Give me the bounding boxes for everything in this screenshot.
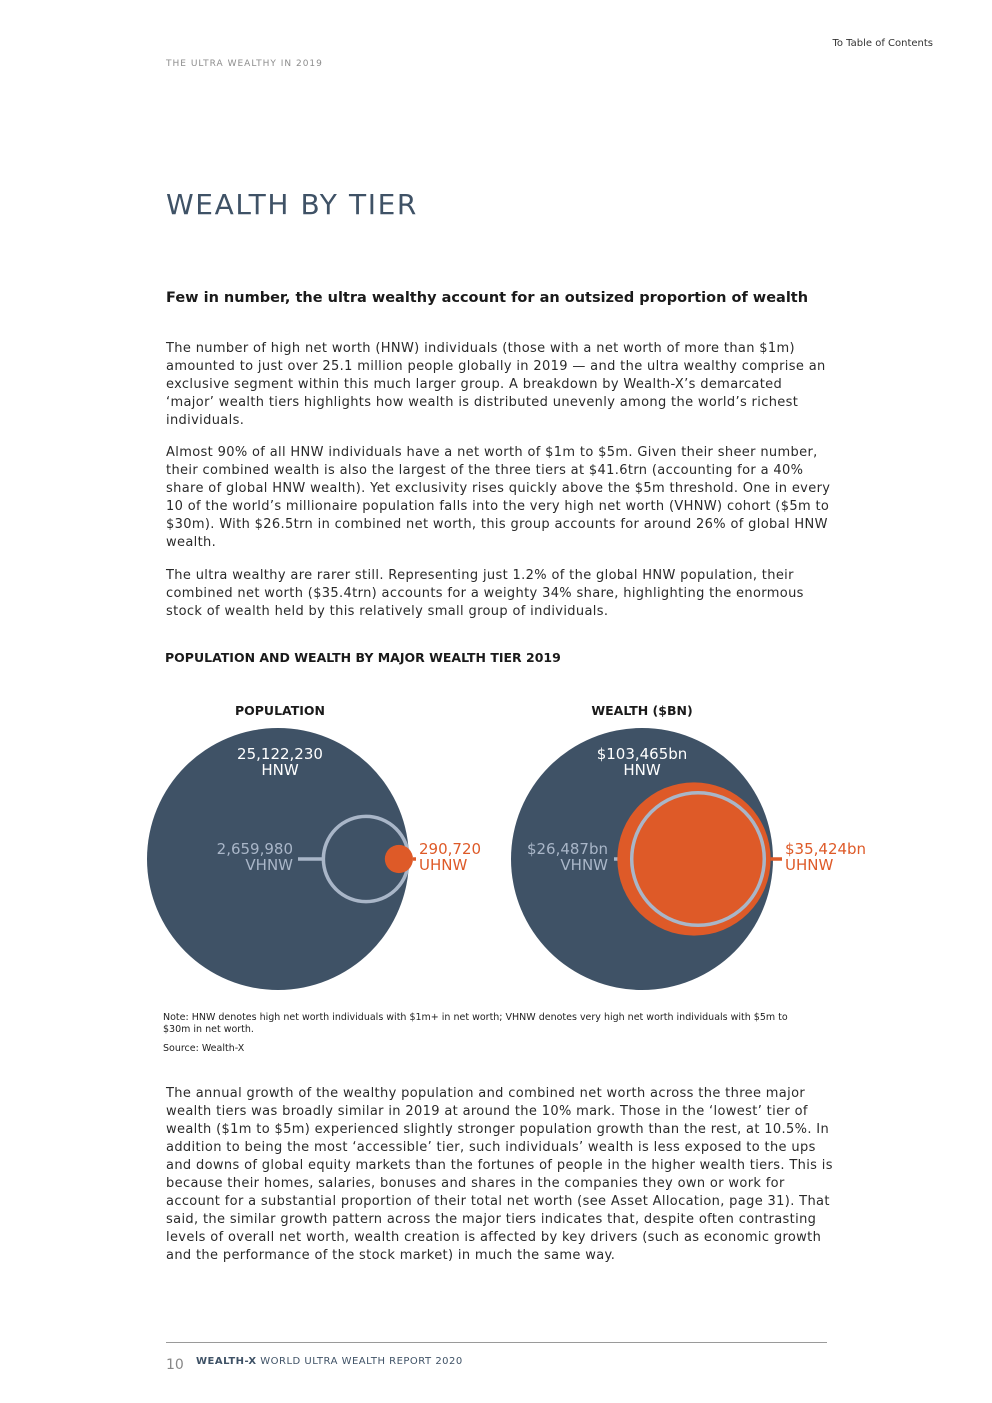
wealth-hnw-value: $103,465bn [596,745,688,763]
wealth-uhnw-value: $35,424bn [785,840,867,858]
wealth-uhnw-tier: UHNW [785,856,834,874]
population-vhnw-tier: VHNW [245,856,293,874]
population-uhnw-value: 290,720 [419,840,482,858]
population-chart-title: POPULATION [234,703,326,718]
chart-note: Note: HNW denotes high net worth individuals with $1m+ in net worth; VHNW denotes very high net worth individuals with $5m to $30m in net worth. [163,1012,788,1035]
wealth-chart-title: WEALTH ($BN) [591,703,693,718]
table-of-contents-link[interactable]: To Table of Contents [832,38,933,49]
body-paragraph-3: The ultra wealthy are rarer still. Representing just 1.2% of the global HNW population, their combined net worth ($35.4trn) accounts for a weighty 34% share, highlighting the enormous stock of wealth held by this relatively small group of individuals. [166,568,804,619]
wealth-uhnw-bubble [617,782,770,935]
body-paragraph-1: The number of high net worth (HNW) individuals (those with a net worth of more than $1m) amounted to just over 25.1 million people globally in 2019 — and the ultra wealthy comprise an exclusive segment within this much larger group. A breakdown by Wealth-X’s demarcated ‘major’ wealth tiers highlights how wealth is distributed unevenly among the world’s richest individuals. [166,341,826,428]
wealth-tier-bubble-chart [130,690,890,1000]
chart-title: POPULATION AND WEALTH BY MAJOR WEALTH TIER 2019 [165,650,561,665]
wealth-chart [511,703,866,990]
wealth-vhnw-tier: VHNW [560,856,608,874]
footer-divider [166,1342,827,1343]
body-paragraph-4: The annual growth of the wealthy population and combined net worth across the three major wealth tiers was broadly similar in 2019 at around the 10% mark. Those in the ‘lowest’ tier of wealth ($1m to $5m) experienced slightly stronger population growth than the rest, at 10.5%. In addition to being the most ‘accessible’ tier, such individuals’ wealth is less exposed to the ups and downs of global equity markets than the fortunes of people in the higher wealth tiers. This is because their homes, salaries, bonuses and shares in the companies they own or work for account for a substantial proportion of their total net worth (see Asset Allocation, page 31). That said, the similar growth pattern across the major tiers indicates that, despite often contrasting levels of overall net worth, wealth creation is affected by key drivers (such as economic growth and the performance of the stock market) in much the same way. [166,1086,833,1263]
population-vhnw-value: 2,659,980 [216,840,293,858]
page-title: WEALTH BY TIER [166,188,418,221]
population-hnw-value: 25,122,230 [237,745,323,763]
footer-report-title [196,1356,463,1367]
population-uhnw-tier: UHNW [419,856,468,874]
footer-report-name: WORLD ULTRA WEALTH REPORT 2020 [260,1356,463,1367]
chart-source: Source: Wealth-X [163,1043,245,1054]
page-number: 10 [166,1357,184,1373]
running-header: THE ULTRA WEALTHY IN 2019 [166,59,323,69]
wealth-hnw-tier: HNW [623,761,661,779]
population-hnw-tier: HNW [261,761,299,779]
footer-brand: WEALTH-X [196,1356,257,1367]
body-paragraph-2: Almost 90% of all HNW individuals have a net worth of $1m to $5m. Given their sheer number, their combined wealth is also the largest of the three tiers at $41.6trn (accounting for a 40% share of global HNW wealth). Yet exclusivity rises quickly above the $5m threshold. One in every 10 of the world’s millionaire population falls into the very high net worth (VHNW) cohort ($5m to $30m). With $26.5trn in combined net worth, this group accounts for around 26% of global HNW wealth. [166,445,831,550]
population-uhnw-bubble [385,845,413,873]
wealth-vhnw-value: $26,487bn [526,840,608,858]
population-chart [147,703,481,990]
section-subheading: Few in number, the ultra wealthy account for an outsized proportion of wealth [166,290,809,306]
